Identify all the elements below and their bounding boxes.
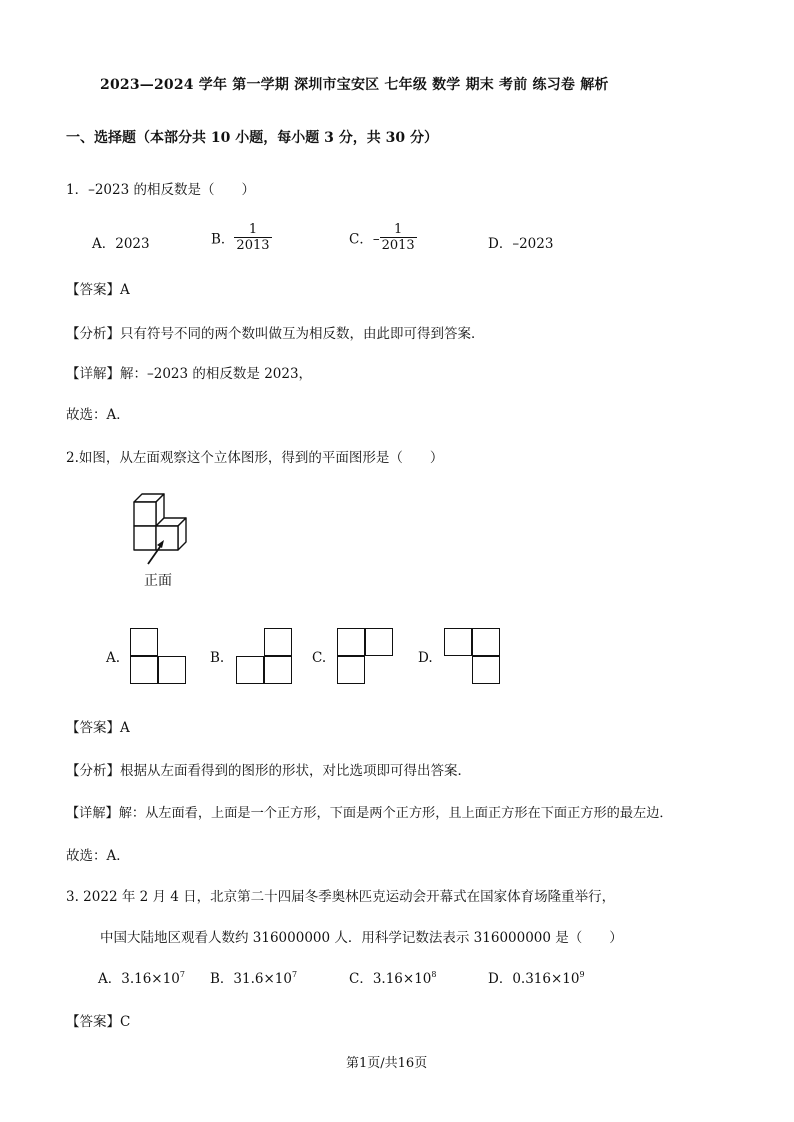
square bbox=[264, 628, 292, 656]
q1-stem: 1．–2023 的相反数是（ ） bbox=[66, 182, 255, 198]
q3-option-d bbox=[488, 967, 585, 987]
q1-choose: 故选：A． bbox=[66, 407, 130, 423]
q2-option-b-label: B. bbox=[210, 650, 225, 666]
q1-option-b bbox=[211, 222, 272, 253]
q3-stem-line2: 中国大陆地区观看人数约 316000000 人．用科学记数法表示 316000000 是（ ） bbox=[100, 930, 623, 946]
q2-option-c-label: C. bbox=[312, 650, 327, 666]
q3-stem-line1: 3. 2022 年 2 月 4 日，北京第二十四届冬季奥林匹克运动会开幕式在国家体育场隆重举行， bbox=[66, 889, 616, 905]
square bbox=[472, 656, 500, 684]
q3-option-b-exponent: 7 bbox=[291, 970, 298, 979]
square bbox=[130, 628, 158, 656]
q2-option-a-label: A. bbox=[106, 650, 121, 666]
q3-option-a-exponent: 7 bbox=[179, 970, 185, 979]
q3-option-c-exponent: 8 bbox=[431, 970, 437, 979]
q3-option-a-base: A．3.16×10 bbox=[98, 971, 180, 987]
fraction-numerator: 1 bbox=[248, 222, 258, 237]
q2-answer: 【答案】A bbox=[66, 720, 130, 736]
q1-option-a: A．2023 bbox=[92, 236, 150, 252]
q2-detail: 【详解】解：从左面看，上面是一个正方形，下面是两个正方形，且上面正方形在下面正方形的最左边． bbox=[66, 806, 673, 821]
fraction-denominator: 2013 bbox=[236, 238, 270, 253]
q3-option-b-base: B．31.6×10 bbox=[210, 971, 292, 987]
q1-option-d: D．–2023 bbox=[488, 236, 554, 252]
q1-option-c bbox=[349, 222, 417, 253]
square bbox=[444, 628, 472, 656]
q2-option-d-label: D. bbox=[418, 650, 433, 666]
document-title: 2023—2024 学年 第一学期 深圳市宝安区 七年级 数学 期末 考前 练习卷 解析 bbox=[100, 77, 609, 93]
q2-stem: 2.如图，从左面观察这个立体图形，得到的平面图形是（ ） bbox=[66, 450, 444, 466]
square bbox=[472, 628, 500, 656]
square bbox=[365, 628, 393, 656]
q1-detail: 【详解】解：–2023 的相反数是 2023， bbox=[66, 366, 313, 382]
q3-option-c bbox=[349, 967, 436, 987]
q1-option-b-prefix: B． bbox=[211, 231, 235, 248]
square bbox=[236, 656, 264, 684]
fraction-numerator: 1 bbox=[394, 222, 403, 237]
q1-answer: 【答案】A bbox=[66, 282, 130, 298]
q3-option-c-base: C．3.16×10 bbox=[349, 971, 432, 987]
q2-choose: 故选：A． bbox=[66, 848, 130, 864]
q3-answer: 【答案】C bbox=[66, 1014, 131, 1030]
q2-analysis: 【分析】根据从左面看得到的图形的形状，对比选项即可得出答案． bbox=[66, 763, 471, 779]
q1-option-c-fraction bbox=[380, 222, 417, 253]
q3-option-d-exponent: 9 bbox=[579, 970, 585, 979]
cube-figure bbox=[122, 488, 202, 570]
section-heading: 一、选择题（本部分共 10 小题，每小题 3 分，共 30 分） bbox=[66, 130, 438, 146]
square bbox=[130, 656, 158, 684]
q1-option-b-fraction bbox=[234, 222, 271, 253]
square bbox=[158, 656, 186, 684]
square bbox=[264, 656, 292, 684]
q3-option-d-base: D．0.316×10 bbox=[488, 971, 580, 987]
q1-option-c-prefix: C．– bbox=[349, 231, 380, 248]
q3-option-b bbox=[210, 967, 297, 987]
page-number: 第1页/共16页 bbox=[346, 1056, 428, 1071]
figure-label-front: 正面 bbox=[144, 573, 172, 589]
square bbox=[337, 628, 365, 656]
q1-analysis: 【分析】只有符号不同的两个数叫做互为相反数，由此即可得到答案． bbox=[66, 326, 485, 342]
fraction-denominator: 2013 bbox=[381, 238, 415, 253]
q3-option-a bbox=[98, 967, 185, 987]
square bbox=[337, 656, 365, 684]
